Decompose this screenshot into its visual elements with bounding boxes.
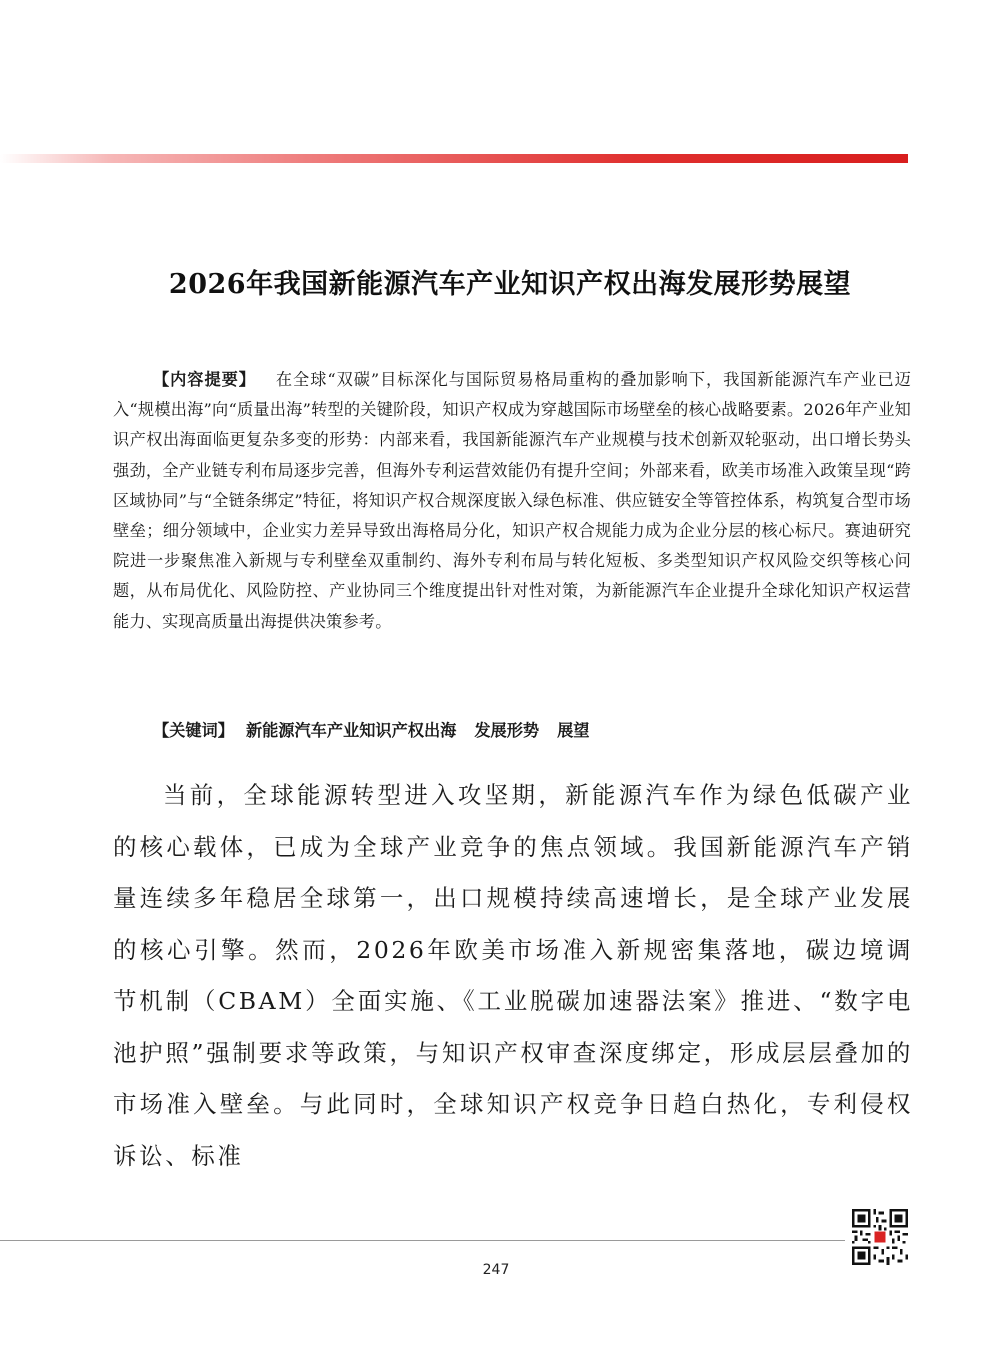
abstract-label: 【内容提要】 bbox=[153, 370, 256, 389]
body-paragraph: 当前，全球能源转型进入攻坚期，新能源汽车作为绿色低碳产业的核心载体，已成为全球产业竞争的焦点领域。我国新能源汽车产销量连续多年稳居全球第一，出口规模持续高速增长，是全球产业发展的核心引擎。然而，2026年欧美市场准入新规密集落地，碳边境调节机制（CBAM）全面实施、《工业脱碳加速器法案》推进、“数字电池护照”强制要求等政策，与知识产权审查深度绑定，形成层层叠加的市场准入壁垒。与此同时，全球知识产权竞争日趋白热化，专利侵权诉讼、标准 bbox=[113, 781, 913, 1170]
keyword-item: 展望 bbox=[557, 721, 590, 740]
abstract bbox=[113, 365, 911, 637]
keywords-label: 【关键词】 bbox=[153, 721, 234, 740]
qr-code-icon bbox=[852, 1209, 908, 1265]
keywords bbox=[153, 716, 913, 746]
header-stripe bbox=[0, 154, 908, 163]
keyword-item: 发展形势 bbox=[474, 721, 540, 740]
keyword-item: 新能源汽车产业知识产权出海 bbox=[245, 721, 457, 740]
page-number: 247 bbox=[482, 1262, 510, 1278]
abstract-text: 在全球“双碳”目标深化与国际贸易格局重构的叠加影响下，我国新能源汽车产业已迈入“规模出海”向“质量出海”转型的关键阶段，知识产权成为穿越国际市场壁垒的核心战略要素。2026年产业知识产权出海面临更复杂多变的形势：内部来看，我国新能源汽车产业规模与技术创新双轮驱动，出口增长势头强劲，全产业链专利布局逐步完善，但海外专利运营效能仍有提升空间；外部来看，欧美市场准入政策呈现“跨区域协同”与“全链条绑定”特征，将知识产权合规深度嵌入绿色标准、供应链安全等管控体系，构筑复合型市场壁垒；细分领域中，企业实力差异导致出海格局分化，知识产权合规能力成为企业分层的核心标尺。赛迪研究院进一步聚焦准入新规与专利壁垒双重制约、海外专利布局与转化短板、多类型知识产权风险交织等核心问题，从布局优化、风险防控、产业协同三个维度提出针对性对策，为新能源汽车企业提升全球化知识产权运营能力、实现高质量出海提供决策参考。 bbox=[113, 370, 911, 631]
footer-divider bbox=[0, 1240, 845, 1241]
document-title: 2026年我国新能源汽车产业知识产权出海发展形势展望 bbox=[168, 269, 852, 300]
